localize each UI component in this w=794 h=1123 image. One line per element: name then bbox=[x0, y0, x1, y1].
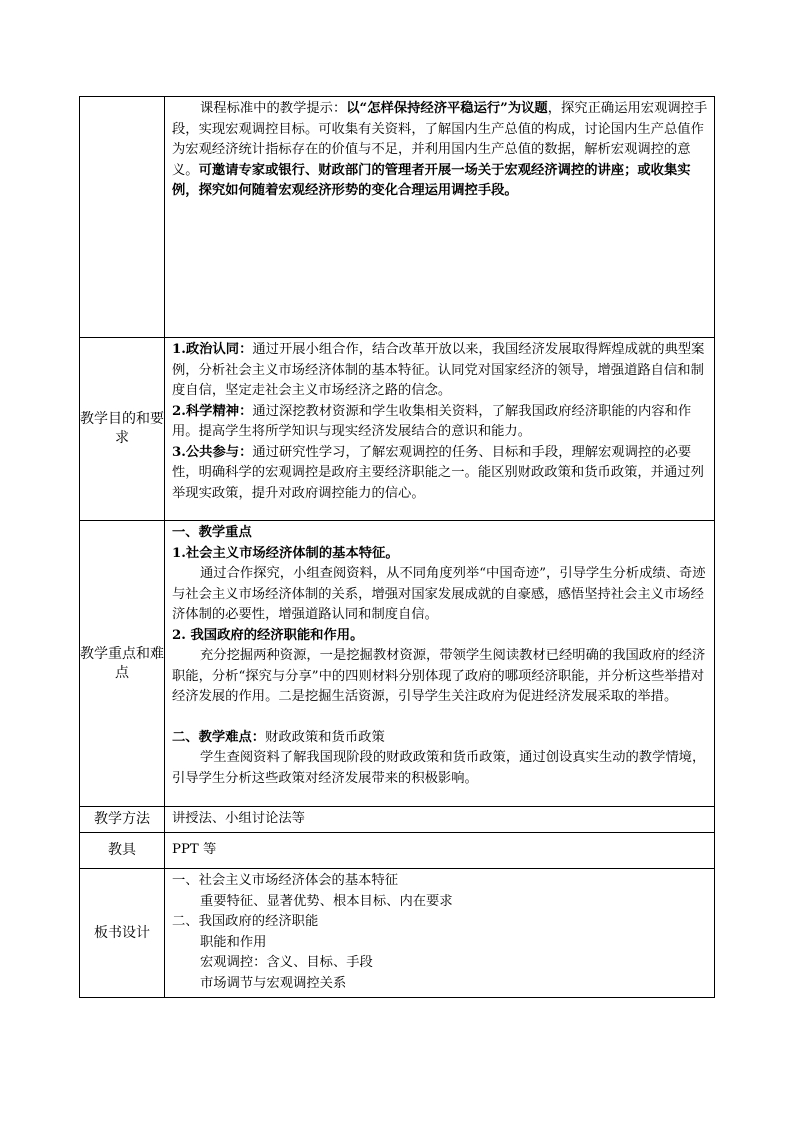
goal-2-text: 通过深挖教材资源和学生收集相关资料，了解我国政府经济职能的内容和作用。提高学生将所学知识与现实经济发展结合的意识和能力。 bbox=[172, 403, 692, 439]
row-keypoints bbox=[80, 521, 715, 807]
row-method bbox=[80, 807, 715, 833]
guide-text-1: 课程标准中的教学提示： bbox=[200, 101, 347, 116]
goal-3-text: 通过研究性学习，了解宏观调控的任务、目标和手段，理解宏观调控的必要性，明确科学的宏观调控是政府主要经济职能之一。能区别财政政策和货币政策，并通过列举现实政策，提升对政府调控能力的信心。 bbox=[172, 444, 704, 501]
row-board-label: 板书设计 bbox=[80, 869, 165, 998]
goal-1-text: 通过开展小组合作，结合改革开放以来，我国经济发展取得辉煌成就的典型案例，分析社会主义市场经济体制的基本特征。认同党对国家经济的领导，增强道路自信和制度自信，坚定走社会主义市场经济之路的信念。 bbox=[172, 342, 705, 398]
keypoints-heading-1 bbox=[172, 523, 708, 544]
goal-3-title: 3.公共参与： bbox=[172, 444, 253, 460]
keypoint-1-title bbox=[172, 544, 708, 565]
row-goals-content bbox=[165, 338, 715, 521]
difficulty-topic: 财政政策和货币政策 bbox=[265, 729, 385, 745]
row-tools-content: PPT 等 bbox=[165, 833, 715, 869]
difficulty-text: 学生查阅资料了解我国现阶段的财政政策和货币政策，通过创设真实生动的教学情境，引导学生分析这些政策对经济发展带来的积极影响。 bbox=[172, 750, 706, 786]
row-method-content: 讲授法、小组讨论法等 bbox=[165, 807, 715, 833]
keypoint-1-title-text: 1.社会主义市场经济体制的基本特征。 bbox=[172, 545, 399, 561]
keypoints-heading-2 bbox=[172, 728, 708, 749]
board-line: 一、社会主义市场经济体会的基本特征 bbox=[172, 873, 399, 888]
keypoint-2-title bbox=[172, 626, 708, 647]
keypoints-heading-1-text: 一、教学重点 bbox=[172, 525, 252, 540]
keypoints-heading-2-text: 二、教学难点： bbox=[172, 729, 266, 745]
guide-text-3: ，探究正确运用宏观调控手段，实现宏观调控目标。可收集有关资料，了解国内生产总值的构成，讨论国内生产总值作为宏观经济统计指标存在的价值与不足，并利用国内生产总值的数据，解析宏观调控的意义。 bbox=[172, 101, 708, 178]
goal-1-title: 1.政治认同： bbox=[172, 342, 253, 357]
row-method-label: 教学方法 bbox=[80, 807, 165, 833]
board-line: 职能和作用 bbox=[200, 934, 267, 950]
keypoint-2-text: 充分挖掘两种资源，一是挖掘教材资源，带领学生阅读教材已经明确的我国政府的经济职能，分析“探究与分享”中的四则材料分别体现了政府的哪项经济职能，并分析这些举措对经济发展的作用。二是挖掘生活资源，引导学生关注政府为促进经济发展采取的举措。 bbox=[172, 648, 706, 704]
row-board-content bbox=[165, 869, 715, 998]
board-line: 二、我国政府的经济职能 bbox=[172, 914, 319, 929]
keypoint-1-text: 通过合作探究，小组查阅资料，从不同角度列举“中国奇迹”，引导学生分析成绩、奇迹与社会主义市场经济体制的关系，增强对国家发展成就的自豪感，感悟坚持社会主义市场经济体制的必要性，增强道路认同和制度自信。 bbox=[172, 566, 706, 622]
row-keypoints-content bbox=[165, 521, 715, 807]
goal-2-title: 2.科学精神： bbox=[172, 403, 253, 419]
lesson-plan-table bbox=[79, 96, 715, 998]
row-guide-content bbox=[165, 97, 715, 338]
board-line: 宏观调控：含义、目标、手段 bbox=[200, 955, 373, 970]
goal-2 bbox=[172, 402, 708, 443]
goal-1 bbox=[172, 340, 708, 402]
board-line: 重要特征、显著优势、根本目标、内在要求 bbox=[200, 893, 453, 909]
row-board bbox=[80, 869, 715, 998]
keypoint-2-title-text: 2. 我国政府的经济职能和作用。 bbox=[172, 627, 364, 643]
row-goals bbox=[80, 338, 715, 521]
row-tools-label: 教具 bbox=[80, 833, 165, 869]
row-goals-label: 教学目的和要求 bbox=[80, 338, 165, 521]
guide-suggestion: 可邀请专家或银行、财政部门的管理者开展一场关于宏观经济调控的讲座；或收集实例，探究如何随着宏观经济形势的变化合理运用调控手段。 bbox=[172, 162, 691, 198]
row-keypoints-label: 教学重点和难点 bbox=[80, 521, 165, 807]
row-tools bbox=[80, 833, 715, 869]
guide-topic: 以“怎样保持经济平稳运行”为议题 bbox=[346, 101, 548, 116]
goal-3 bbox=[172, 443, 708, 505]
spacer bbox=[172, 708, 708, 728]
row-guide-label bbox=[80, 97, 165, 338]
row-guide bbox=[80, 97, 715, 338]
guide-paragraph bbox=[172, 99, 708, 202]
board-line: 市场调节与宏观调控关系 bbox=[200, 975, 347, 991]
